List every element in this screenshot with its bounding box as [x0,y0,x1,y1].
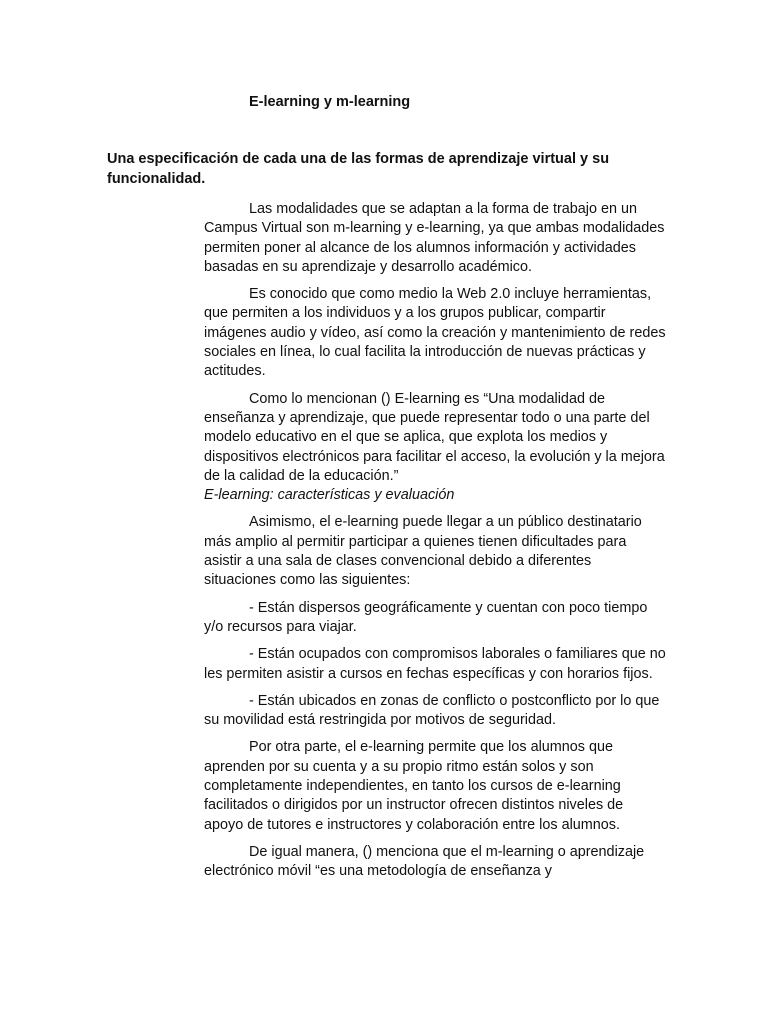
document-body [204,200,666,890]
paragraph-alumnos-independientes: Por otra parte, el e-learning permite que los alumnos que aprenden por su cuenta y a su propio ritmo están solos y son completamente independientes, en tanto los cursos de e-learning facilitados o dirigidos por un instructor ofrecen distintos niveles de apoyo de tutores e instructores y colaboración entre los alumnos. [204,739,624,833]
paragraph-campus-virtual: Las modalidades que se adaptan a la forma de trabajo en un Campus Virtual son m-learning y e-learning, ya que ambas modalidades permiten poner al alcance de los alumnos información y actividades basadas en su aprendizaje y desarrollo académico. [204,201,665,275]
paragraph-elearning-definition: Como lo mencionan () E-learning es “Una modalidad de enseñanza y aprendizaje, que puede representar todo o una parte del modelo educativo en el que se aplica, que explota los medios y dispositivos electrónicos para facilitar el acceso, la evolución y la mejora de la calidad de la educación.” [204,390,665,484]
document-subtitle: Una especificación de cada una de las formas de aprendizaje virtual y su funcionalidad. [107,151,610,187]
document-title: E-learning y m-learning [249,94,411,110]
list-item-dispersos: - Están dispersos geográficamente y cuentan con poco tiempo y/o recursos para viajar. [204,599,648,635]
paragraph-web-2-0: Es conocido que como medio la Web 2.0 incluye herramientas, que permiten a los individuos y a los grupos publicar, compartir imágenes audio y vídeo, así como la creación y mantenimiento de redes sociales en línea, lo cual facilita la introducción de nuevas prácticas y actitudes. [204,286,666,380]
list-item-ocupados: - Están ocupados con compromisos laborales o familiares que no les permiten asistir a cursos en fechas específicas y con horarios fijos. [204,646,666,682]
paragraph-publico-destinatario: Asimismo, el e-learning puede llegar a un público destinatario más amplio al permitir participar a quienes tienen dificultades para asistir a una sala de clases convencional debido a diferentes situaciones como las siguientes: [204,514,642,589]
section-heading-elearning: E-learning: características y evaluación [204,487,455,504]
paragraph-mlearning: De igual manera, () menciona que el m-learning o aprendizaje electrónico móvil “es una metodología de enseñanza y [204,843,645,880]
list-item-conflicto: - Están ubicados en zonas de conflicto o postconflicto por lo que su movilidad está restringida por motivos de seguridad. [204,692,660,729]
